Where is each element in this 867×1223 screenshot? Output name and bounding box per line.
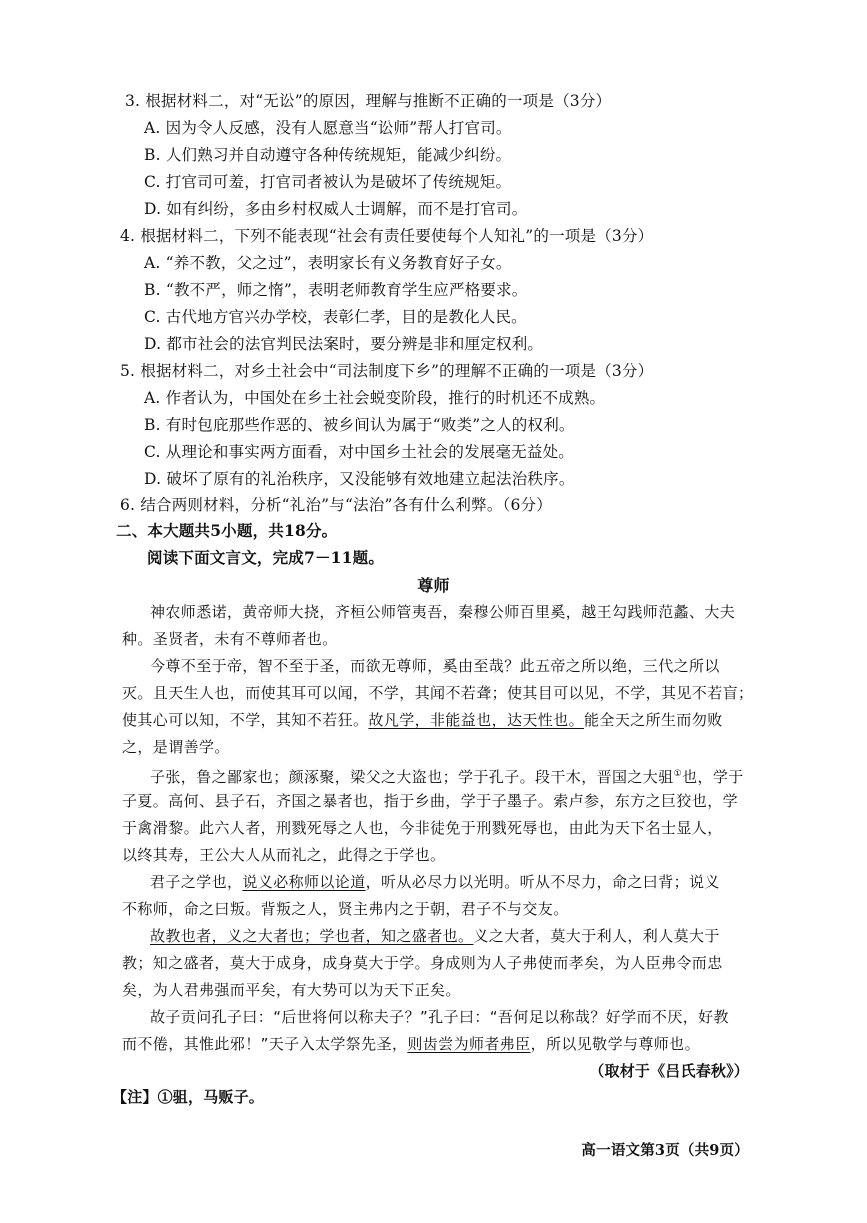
question-3-option-c: C. 打官司可羞，打官司者被认为是破坏了传统规矩。 [144,173,512,191]
passage-text: 义之大者，莫大于利人，利人莫大于 [473,927,720,945]
page-footer: 高一语文第3页（共9页） [581,1142,749,1159]
question-5-option-d: D. 破坏了原有的礼治秩序，又没能够有效地建立起法治秩序。 [144,470,575,488]
underlined-phrase: 说义必称师以论道 [242,873,366,891]
passage-line: 于禽滑黎。此六人者，刑戮死辱之人也，今非徒免于刑戮死辱也，由此为天下名士显人， [122,819,723,837]
passage-line [150,872,720,892]
passage-title: 尊师 [417,576,450,595]
underlined-sentence: 故凡学，非能益也，达天性也。 [368,711,585,729]
question-5-stem: 5. 根据材料二，对乡土社会中“司法制度下乡”的理解不正确的一项是（3分） [120,362,654,380]
section-2-heading: 二、本大题共5小题，共18分。 [116,521,338,540]
passage-line: 种。圣贤者，未有不尊师者也。 [122,630,338,648]
passage-line [150,764,744,787]
question-5-option-a: A. 作者认为，中国处在乡土社会蜕变阶段，推行的时机还不成熟。 [144,389,606,407]
question-4-option-c: C. 古代地方官兴办学校，表彰仁孝，目的是教化人民。 [144,308,527,326]
passage-line: 故子贡问孔子曰：“后世将何以称夫子？”孔子曰：“吾何足以称哉？好学而不厌，好教 [150,1008,729,1026]
question-3-option-b: B. 人们熟习并自动遵守各种传统规矩，能减少纠纷。 [144,146,512,164]
passage-line: 之，是谓善学。 [122,738,230,756]
footnote-marker: ① [673,769,683,779]
passage-line: 教；知之盛者，莫大于成身，成身莫大于学。身成则为人子弗使而孝矣，为人臣弗令而忠 [122,954,723,972]
passage-text: 君子之学也， [150,873,243,891]
question-3-option-a: A. 因为令人反感，没有人愿意当“讼师”帮人打官司。 [144,119,512,137]
section-2-instruction: 阅读下面文言文，完成7－11题。 [147,548,385,567]
passage-line [150,926,720,946]
passage-line: 矣，为人君弗强而平矣，有大势可以为天下正矣。 [122,981,461,999]
passage-line: 以终其寿，王公大人从而礼之，此得之于学也。 [122,846,446,864]
question-3-option-d: D. 如有纠纷，多由乡村权威人士调解，而不是打官司。 [144,200,528,218]
footnote: 【注】①驵，马贩子。 [112,1088,265,1106]
passage-line: 灭。且天生人也，而使其耳可以闻，不学，其闻不若聋；使其目可以见，不学，其见不若盲； [122,684,754,702]
passage-text: 子张，鲁之鄙家也；颜涿聚，梁父之大盗也；学于孔子。段干木，晋国之大驵 [150,768,674,786]
passage-line [122,710,723,730]
passage-source: （取材于《吕氏春秋》） [589,1062,749,1080]
passage-line: 子夏。高何、县子石，齐国之暴者也，指于乡曲，学于子墨子。索卢参，东方之巨狡也，学 [122,792,739,810]
question-5-option-b: B. 有时包庇那些作恶的、被乡间认为属于“败类”之人的权利。 [144,416,575,434]
question-4-option-a: A. “养不教，父之过”，表明家长有义务教育好子女。 [144,254,512,272]
passage-text: ，所以见敬学与尊师也。 [530,1035,700,1053]
underlined-sentence: 故教也者，义之大者也；学也者，知之盛者也。 [150,927,474,945]
question-4-option-b: B. “教不严，师之惰”，表明老师教育学生应严格要求。 [144,281,528,299]
passage-line: 神农师悉诺，黄帝师大挠，齐桓公师管夷吾，秦穆公师百里奚，越王勾践师范蠡、大夫 [150,603,736,621]
passage-line [122,1034,700,1054]
question-5-option-c: C. 从理论和事实两方面看，对中国乡土社会的发展毫无益处。 [144,443,574,461]
passage-text: 而不倦，其惟此邪！”天子入太学祭先圣， [122,1035,408,1053]
underlined-phrase: 则齿尝为师者弗臣 [407,1035,531,1053]
question-4-stem: 4. 根据材料二，下列不能表现“社会有责任要使每个人知礼”的一项是（3分） [120,227,654,245]
passage-line: 今尊不至于帝，智不至于圣，而欲无尊师，奚由至哉？此五帝之所以绝，三代之所以 [150,657,720,675]
passage-text: 也，学于 [682,768,744,786]
passage-text: 使其心可以知，不学，其知不若狂。 [122,711,369,729]
question-4-option-d: D. 都市社会的法官判民法案时，要分辨是非和厘定权利。 [144,335,544,353]
question-6-stem: 6. 结合两则材料，分析“礼治”与“法治”各有什么利弊。（6分） [120,496,552,514]
passage-text: 能全天之所生而勿败 [584,711,723,729]
passage-text: ，听从必尽力以光明。听从不尽力，命之曰背；说义 [365,873,720,891]
question-3-stem: 3. 根据材料二，对“无讼”的原因，理解与推断不正确的一项是（3分） [125,92,612,110]
passage-line: 不称师，命之曰叛。背叛之人，贤主弗内之于朝，君子不与交友。 [122,900,569,918]
